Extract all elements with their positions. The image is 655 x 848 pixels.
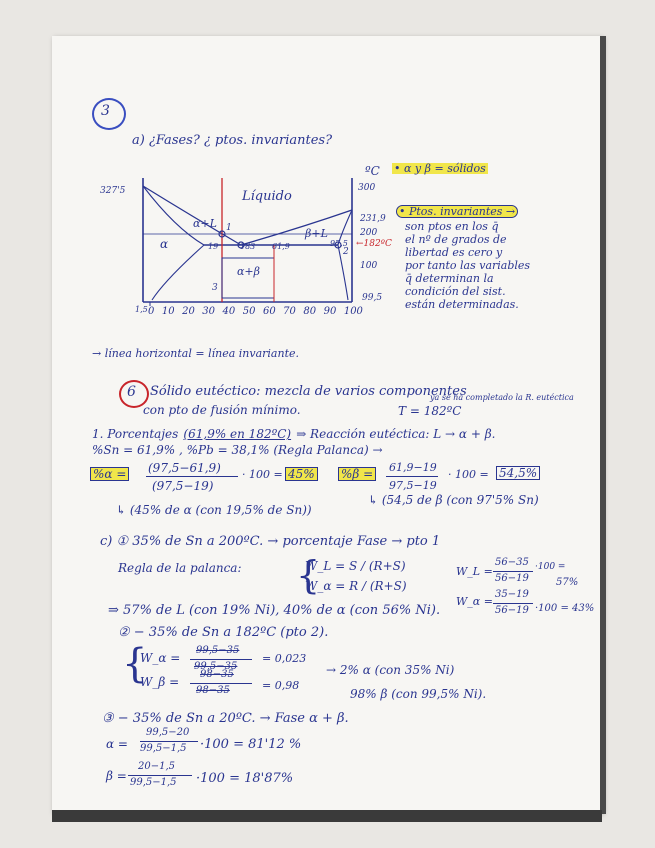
beta-result: 54,5% bbox=[496, 466, 540, 480]
comp-619: 61,9 bbox=[272, 242, 290, 251]
tick-231: 231,9 bbox=[360, 214, 386, 224]
invariant-line: son ptos en los q̄ bbox=[405, 220, 499, 233]
c2-wb-bar bbox=[190, 683, 252, 684]
c3-alpha: α = bbox=[106, 737, 128, 751]
x-tick: 0 bbox=[148, 306, 155, 317]
comp-975: 97,5 bbox=[330, 239, 348, 248]
beta-label: %β = bbox=[338, 467, 376, 481]
c3-alpha-res: ·100 = 81'12 % bbox=[200, 737, 302, 752]
c3-beta: β = bbox=[106, 769, 127, 783]
axis-top-left: 327'5 bbox=[100, 186, 126, 196]
invariant-line: condición del sist. bbox=[405, 285, 506, 298]
c-wl2: W_L = bbox=[456, 565, 493, 578]
x-tick: 90 bbox=[323, 306, 337, 317]
alpha-note: ↳ (45% de α (con 19,5% de Sn)) bbox=[116, 503, 312, 517]
x-tick: 20 bbox=[182, 306, 195, 317]
c2-wa-res: = 0,023 bbox=[262, 652, 307, 665]
c2-res1: → 2% α (con 35% Ni) bbox=[326, 663, 455, 677]
c-wl2-num: 56−35 bbox=[495, 557, 529, 568]
beta-num: 61,9−19 bbox=[389, 461, 437, 474]
c3-title: ③ − 35% de Sn a 20ºC. → Fase α + β. bbox=[102, 711, 349, 726]
c3-alpha-den: 99,5−1,5 bbox=[140, 743, 187, 754]
c-wl2-den: 56−19 bbox=[495, 573, 529, 584]
alpha-den: (97,5−19) bbox=[152, 479, 214, 493]
axis-unit: ºC bbox=[365, 164, 380, 178]
invariant-line: q̄ determinan la bbox=[405, 272, 494, 285]
c-title: c) ① 35% de Sn a 200ºC. → porcentaje Fase → pto 1 bbox=[100, 534, 441, 549]
x-tick: 30 bbox=[202, 306, 216, 317]
c-wl2-res: 57% bbox=[556, 577, 579, 588]
c2-wb-res: = 0,98 bbox=[262, 679, 300, 692]
beta-times: · 100 = bbox=[448, 468, 489, 481]
problem-6-subtitle: con pto de fusión mínimo. bbox=[143, 403, 301, 417]
c2-wa: W_α = bbox=[140, 651, 181, 665]
c-wa: W_α = R / (R+S) bbox=[305, 579, 407, 593]
c3-beta-bar bbox=[128, 775, 192, 776]
invariant-line: por tanto las variables bbox=[405, 259, 531, 272]
note-solids: • α y β = sólidos bbox=[394, 162, 486, 175]
point-1: 1 bbox=[226, 223, 232, 233]
x-tick: 60 bbox=[262, 306, 276, 317]
tick-200: 200 bbox=[360, 228, 378, 238]
alpha-num: (97,5−61,9) bbox=[148, 461, 221, 475]
solvus-right: 99,5 bbox=[362, 293, 383, 303]
problem-6-title: Sólido eutéctico: mezcla de varios componentes bbox=[150, 384, 467, 399]
problem-6-note: ya se ha completado la R. eutéctica bbox=[430, 393, 574, 402]
c-result: ⇒ 57% de L (con 19% Ni), 40% de α (con 56% Ni). bbox=[108, 603, 441, 618]
solvus-left: 1,5 bbox=[135, 305, 148, 314]
alpha-result: 45% bbox=[285, 467, 318, 481]
label-alpha-l: α+L bbox=[193, 217, 217, 230]
tick-300: 300 bbox=[358, 183, 376, 193]
invariant-line: el nº de grados de bbox=[405, 233, 507, 246]
c3-beta-res: ·100 = 18'87% bbox=[196, 771, 294, 786]
tick-182: ←182ºC bbox=[356, 239, 392, 249]
line-sn-pb: %Sn = 61,9% , %Pb = 38,1% (Regla Palanca) → bbox=[92, 443, 383, 457]
item-1 bbox=[92, 423, 495, 442]
c-wl2-bar bbox=[493, 571, 533, 572]
alpha-times: · 100 = bbox=[242, 468, 283, 481]
item-1-underlined: (61,9% en 182ºC) bbox=[183, 427, 292, 441]
invariant-title: • Ptos. invariantes → bbox=[396, 205, 518, 218]
item-1-suffix: ⇒ Reacción eutéctica: L → α + β. bbox=[296, 427, 496, 441]
problem-6-temp: T = 182ºC bbox=[398, 404, 462, 418]
tick-100: 100 bbox=[360, 261, 378, 271]
comp-183: 183 bbox=[240, 242, 256, 251]
c-rule: Regla de la palanca: bbox=[118, 561, 242, 575]
c-wa2: W_α = bbox=[456, 595, 493, 608]
point-2: 2 bbox=[343, 247, 349, 257]
c2-wa-den: 99,5−35 bbox=[194, 661, 238, 672]
c2-wb-num: 98−35 bbox=[200, 669, 234, 680]
item-1-prefix: 1. Porcentajes bbox=[92, 427, 179, 441]
invariant-line: están determinadas. bbox=[405, 298, 519, 311]
point-3: 3 bbox=[212, 283, 218, 293]
c3-beta-num: 20−1,5 bbox=[138, 761, 176, 772]
c2-wb-den: 98−35 bbox=[196, 685, 230, 696]
x-tick: 100 bbox=[343, 306, 363, 317]
problem-6-number: 6 bbox=[127, 384, 136, 400]
c-wl2-val: ·100 = bbox=[535, 562, 566, 572]
c3-alpha-num: 99,5−20 bbox=[146, 727, 190, 738]
c-wl: W_L = S / (R+S) bbox=[305, 559, 406, 573]
c2-wa-bar bbox=[190, 659, 252, 660]
x-tick: 40 bbox=[222, 306, 236, 317]
horizontal-line-note: → línea horizontal = línea invariante. bbox=[92, 347, 299, 360]
invariant-explanation bbox=[405, 221, 530, 310]
label-liquid: Líquido bbox=[242, 189, 292, 204]
c-brace: { bbox=[296, 553, 321, 597]
label-alpha: α bbox=[160, 237, 169, 251]
beta-den: 97,5−19 bbox=[389, 479, 437, 492]
c-wa2-den: 56−19 bbox=[495, 605, 529, 616]
problem-3-question: a) ¿Fases? ¿ ptos. invariantes? bbox=[132, 133, 333, 148]
x-tick: 80 bbox=[303, 306, 317, 317]
c-wa2-num: 35−19 bbox=[495, 589, 529, 600]
comp-19: 19 bbox=[208, 242, 219, 251]
x-ticks bbox=[148, 307, 363, 317]
c2-wa-num: 99,5−35 bbox=[196, 645, 240, 656]
c-wa2-res: ·100 = 43% bbox=[535, 603, 595, 614]
problem-3-number: 3 bbox=[101, 103, 110, 119]
beta-note: ↳ (54,5 de β (con 97'5% Sn) bbox=[368, 493, 539, 507]
beta-fraction-bar bbox=[386, 476, 438, 477]
x-tick: 50 bbox=[242, 306, 256, 317]
c2-title: ② − 35% de Sn a 182ºC (pto 2). bbox=[118, 625, 329, 640]
label-alpha-beta: α+β bbox=[237, 265, 261, 278]
alpha-fraction-bar bbox=[146, 476, 238, 477]
x-tick: 70 bbox=[283, 306, 296, 317]
c2-res2: 98% β (con 99,5% Ni). bbox=[350, 687, 487, 701]
c-wa2-bar bbox=[493, 603, 533, 604]
invariant-line: libertad es cero y bbox=[405, 246, 503, 259]
c3-beta-den: 99,5−1,5 bbox=[130, 777, 177, 788]
alpha-label: %α = bbox=[90, 467, 129, 481]
c2-brace: { bbox=[122, 641, 148, 687]
x-tick: 10 bbox=[161, 306, 175, 317]
c2-wb: W_β = bbox=[140, 675, 180, 689]
label-beta-l: β+L bbox=[305, 227, 328, 240]
c3-alpha-bar bbox=[140, 741, 198, 742]
